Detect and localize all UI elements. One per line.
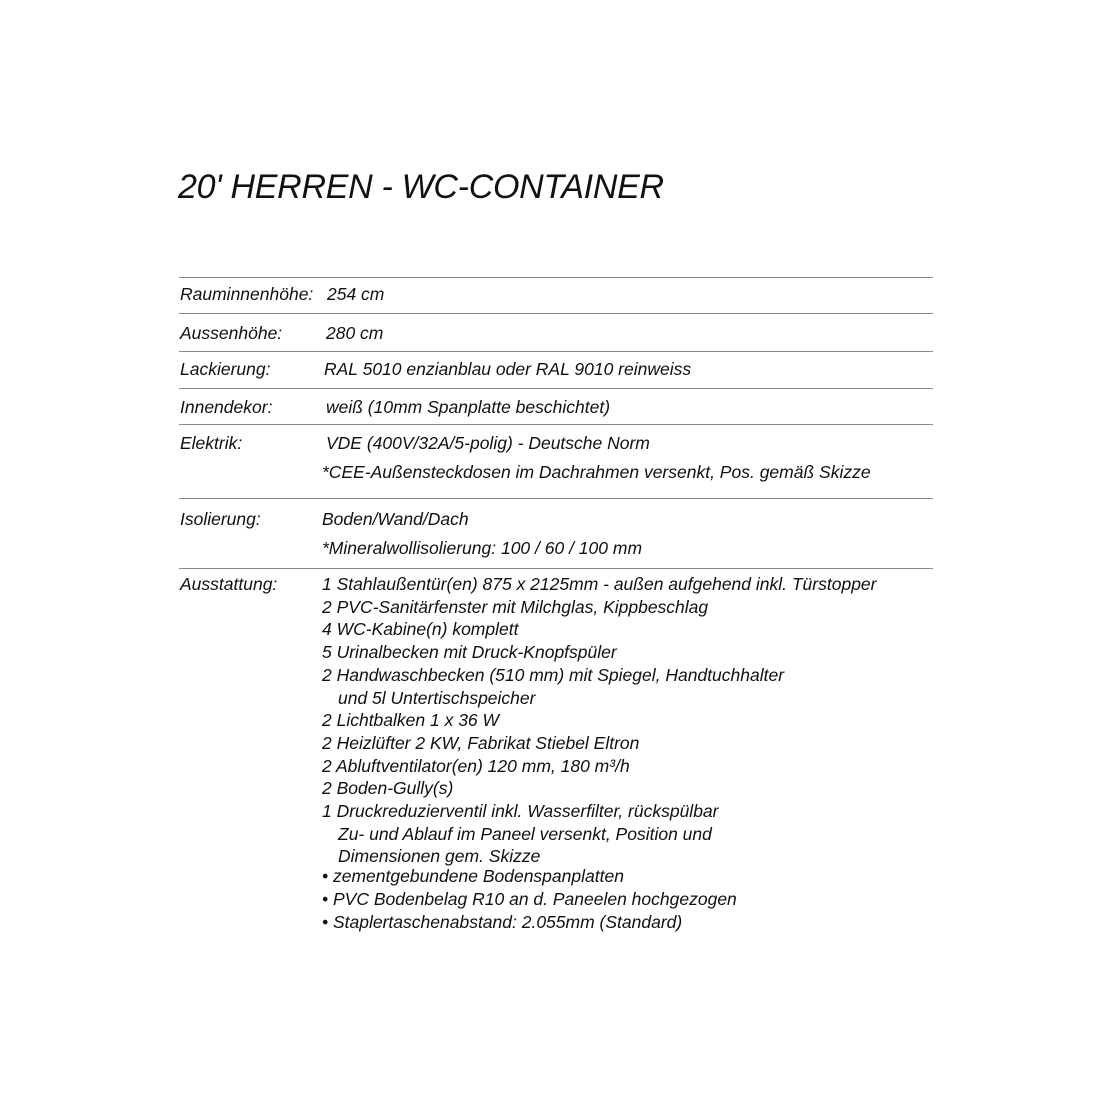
list-item: 2 Heizlüfter 2 KW, Fabrikat Stiebel Eltron bbox=[322, 732, 640, 753]
list-item: 2 Abluftventilator(en) 120 mm, 180 m³/h bbox=[322, 755, 630, 776]
spec-label: Rauminnenhöhe: bbox=[180, 284, 314, 304]
spec-value: Boden/Wand/Dach bbox=[322, 509, 469, 529]
spec-note: *Mineralwollisolierung: 100 / 60 / 100 mm bbox=[322, 538, 643, 558]
spec-row-innendekor bbox=[179, 388, 933, 424]
spec-label: Innendekor: bbox=[180, 397, 273, 417]
spec-label: Isolierung: bbox=[180, 509, 261, 529]
list-item: 1 Druckreduzierventil inkl. Wasserfilter, rückspülbar Zu- und Ablauf im Paneel versenkt, Position und Dimensionen gem. Skizze bbox=[322, 800, 877, 868]
list-item: 2 Handwaschbecken (510 mm) mit Spiegel, Handtuchhalter und 5l Untertischspeicher bbox=[322, 664, 877, 709]
spec-value: weiß (10mm Spanplatte beschichtet) bbox=[326, 397, 611, 417]
spec-note: *CEE-Außensteckdosen im Dachrahmen versenkt, Pos. gemäß Skizze bbox=[322, 462, 871, 482]
spec-label: Aussenhöhe: bbox=[180, 323, 283, 343]
list-item-continuation: Dimensionen gem. Skizze bbox=[338, 846, 541, 867]
bullet-item: • zementgebundene Bodenspanplatten bbox=[322, 866, 624, 886]
list-item: 5 Urinalbecken mit Druck-Knopfspüler bbox=[322, 642, 617, 663]
bullet-item: • PVC Bodenbelag R10 an d. Paneelen hochgezogen bbox=[322, 889, 737, 909]
bullet-item: • Staplertaschenabstand: 2.055mm (Standard) bbox=[322, 912, 683, 932]
spec-label: Ausstattung: bbox=[180, 574, 278, 594]
spec-value: 254 cm bbox=[327, 284, 385, 304]
equipment-list bbox=[322, 573, 877, 868]
list-item-continuation: Zu- und Ablauf im Paneel versenkt, Position und bbox=[338, 823, 712, 844]
spec-row-aussenhoehe bbox=[179, 313, 933, 351]
spec-value: RAL 5010 enzianblau oder RAL 9010 reinweiss bbox=[324, 359, 692, 379]
list-item: 1 Stahlaußentür(en) 875 x 2125mm - außen aufgehend inkl. Türstopper bbox=[322, 574, 877, 594]
list-item: 2 PVC-Sanitärfenster mit Milchglas, Kippbeschlag bbox=[322, 596, 709, 617]
list-item: 2 Boden-Gully(s) bbox=[322, 778, 454, 799]
spec-table bbox=[179, 277, 933, 949]
list-item-continuation: und 5l Untertischspeicher bbox=[338, 687, 536, 708]
feature-bullet-list bbox=[322, 865, 737, 934]
list-item: 2 Lichtbalken 1 x 36 W bbox=[322, 710, 500, 731]
spec-value: VDE (400V/32A/5-polig) - Deutsche Norm bbox=[326, 433, 650, 453]
spec-value: 280 cm bbox=[326, 323, 384, 343]
spec-row-ausstattung bbox=[179, 568, 933, 949]
spec-label: Elektrik: bbox=[180, 433, 243, 453]
spec-row-lackierung bbox=[179, 351, 933, 388]
page-title: 20' HERREN - WC-CONTAINER bbox=[178, 168, 664, 206]
spec-row-elektrik bbox=[179, 424, 933, 498]
spec-label: Lackierung: bbox=[180, 359, 271, 379]
spec-row-raumhoehe bbox=[179, 277, 933, 313]
list-item: 4 WC-Kabine(n) komplett bbox=[322, 619, 519, 640]
spec-row-isolierung bbox=[179, 498, 933, 568]
